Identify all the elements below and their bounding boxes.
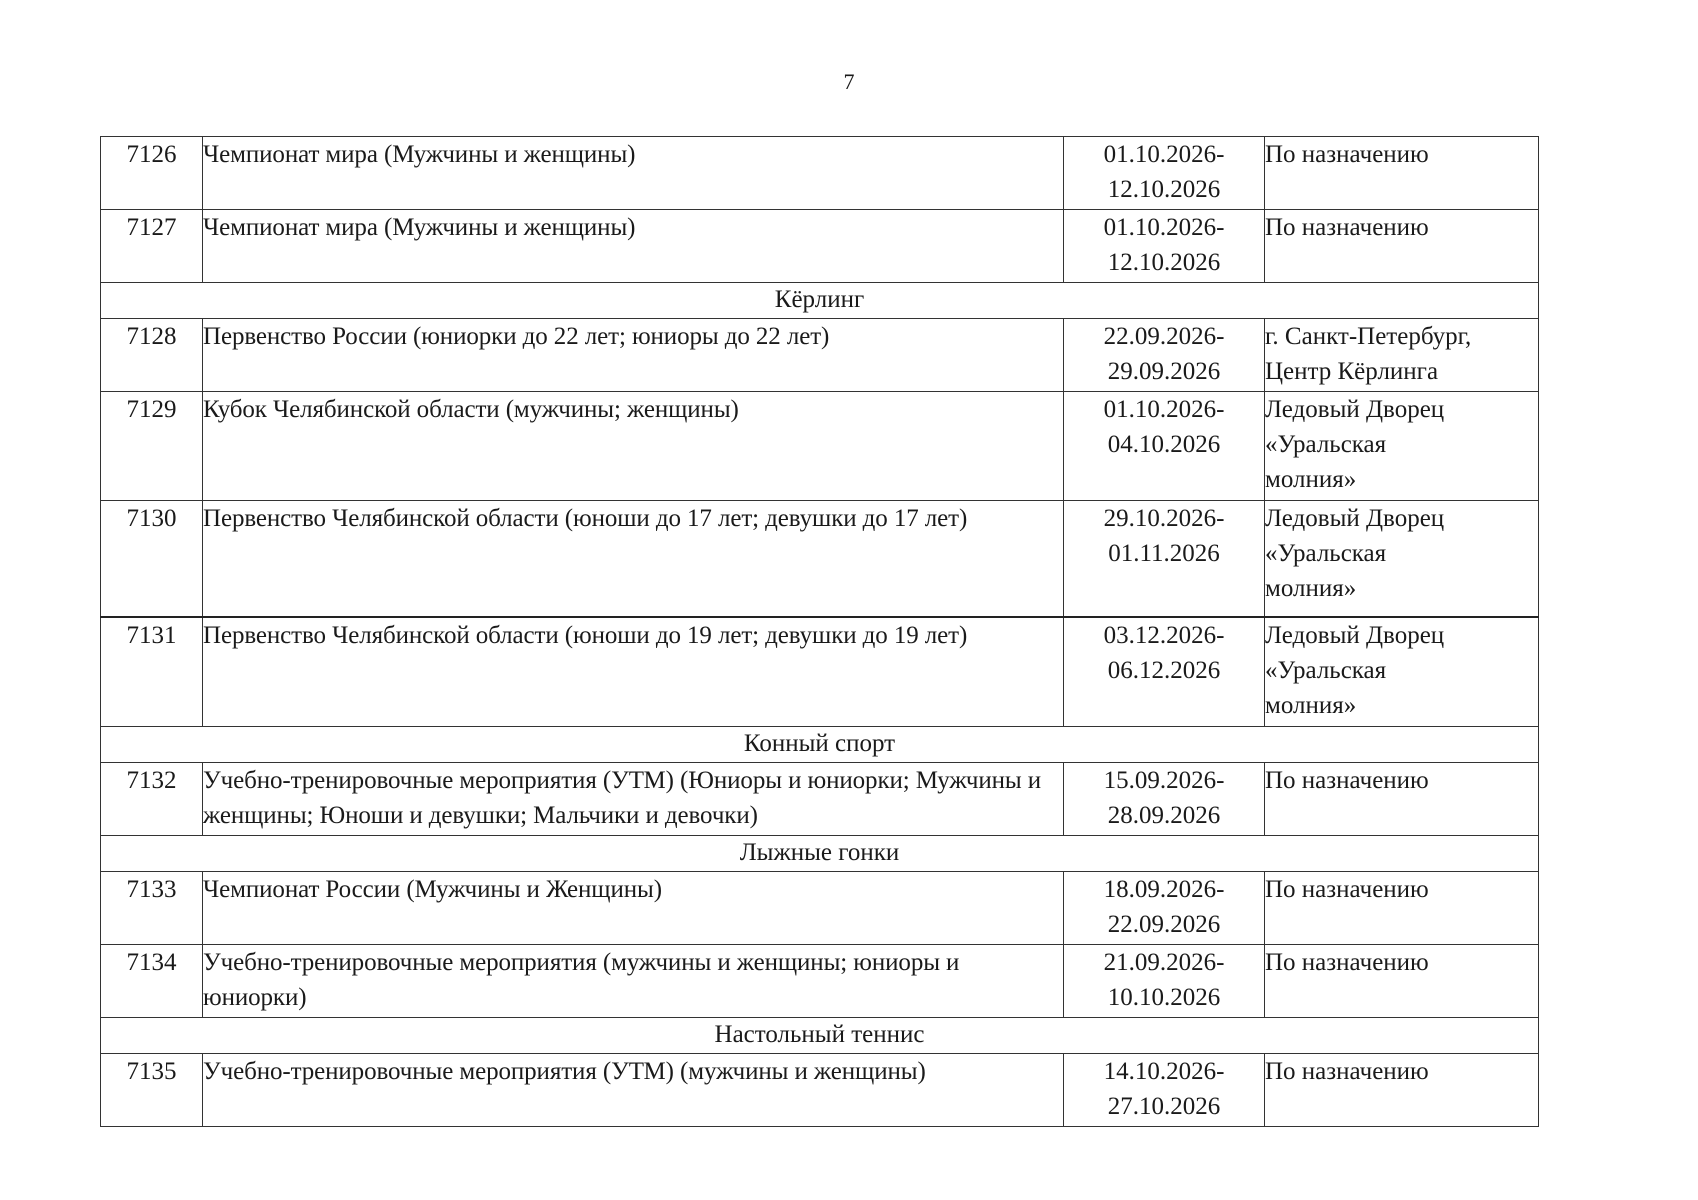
event-venue	[1265, 210, 1539, 283]
event-name: Кубок Челябинской области (мужчины; женщины)	[203, 392, 1064, 501]
date-line: 01.11.2026	[1108, 540, 1220, 567]
venue-line: Ледовый Дворец	[1265, 505, 1445, 532]
date-line: 01.10.2026-	[1103, 396, 1225, 423]
event-venue	[1265, 319, 1539, 392]
date-line: 15.09.2026-	[1103, 767, 1225, 794]
venue-line: По назначению	[1265, 767, 1429, 794]
event-number: 7135	[101, 1054, 203, 1127]
section-row	[101, 1018, 1539, 1054]
date-line: 06.12.2026	[1107, 657, 1221, 684]
event-venue	[1265, 872, 1539, 945]
event-name: Чемпионат мира (Мужчины и женщины)	[203, 137, 1064, 210]
venue-line: По назначению	[1265, 214, 1429, 241]
event-name: Учебно-тренировочные мероприятия (мужчины и женщины; юниоры и юниорки)	[203, 945, 1064, 1018]
event-number: 7126	[101, 137, 203, 210]
table-row	[101, 501, 1539, 618]
section-heading: Лыжные гонки	[101, 836, 1539, 872]
date-line: 27.10.2026	[1107, 1093, 1221, 1120]
date-line: 29.09.2026	[1107, 358, 1221, 385]
event-dates	[1064, 763, 1265, 836]
venue-line: Ледовый Дворец	[1265, 622, 1445, 649]
event-venue	[1265, 501, 1539, 618]
table-row	[101, 210, 1539, 283]
venue-line: «Уральская	[1265, 657, 1387, 684]
section-heading: Настольный теннис	[101, 1018, 1539, 1054]
venue-line: г. Санкт-Петербург,	[1265, 323, 1472, 350]
venue-line: «Уральская	[1265, 540, 1387, 567]
venue-line: Центр Кёрлинга	[1265, 358, 1439, 385]
date-line: 21.09.2026-	[1103, 949, 1225, 976]
section-heading: Кёрлинг	[101, 283, 1539, 319]
event-venue	[1265, 945, 1539, 1018]
section-row	[101, 283, 1539, 319]
venue-line: По назначению	[1265, 141, 1429, 168]
event-dates	[1064, 319, 1265, 392]
date-line: 29.10.2026-	[1103, 505, 1225, 532]
events-table	[100, 136, 1539, 1127]
date-line: 18.09.2026-	[1103, 876, 1225, 903]
event-number: 7127	[101, 210, 203, 283]
table-row	[101, 872, 1539, 945]
venue-line: Ледовый Дворец	[1265, 396, 1445, 423]
event-number: 7131	[101, 617, 203, 727]
event-dates	[1064, 137, 1265, 210]
venue-line: По назначению	[1265, 1058, 1429, 1085]
date-line: 01.10.2026-	[1103, 214, 1225, 241]
event-name: Учебно-тренировочные мероприятия (УТМ) (мужчины и женщины)	[203, 1054, 1064, 1127]
event-number: 7132	[101, 763, 203, 836]
venue-line: По назначению	[1265, 876, 1429, 903]
table-row	[101, 137, 1539, 210]
date-line: 03.12.2026-	[1103, 622, 1225, 649]
event-venue	[1265, 763, 1539, 836]
event-venue	[1265, 1054, 1539, 1127]
event-dates	[1064, 617, 1265, 727]
section-row	[101, 836, 1539, 872]
event-number: 7129	[101, 392, 203, 501]
venue-line: молния»	[1265, 575, 1357, 602]
event-name: Первенство России (юниорки до 22 лет; юниоры до 22 лет)	[203, 319, 1064, 392]
date-line: 10.10.2026	[1107, 984, 1221, 1011]
date-line: 04.10.2026	[1107, 431, 1221, 458]
event-name: Первенство Челябинской области (юноши до 19 лет; девушки до 19 лет)	[203, 617, 1064, 727]
event-dates	[1064, 1054, 1265, 1127]
event-dates	[1064, 872, 1265, 945]
section-row	[101, 727, 1539, 763]
event-dates	[1064, 392, 1265, 501]
event-venue	[1265, 137, 1539, 210]
date-line: 12.10.2026	[1107, 176, 1221, 203]
event-number: 7134	[101, 945, 203, 1018]
date-line: 22.09.2026	[1107, 911, 1221, 938]
date-line: 22.09.2026-	[1103, 323, 1225, 350]
date-line: 28.09.2026	[1107, 802, 1221, 829]
date-line: 01.10.2026-	[1103, 141, 1225, 168]
event-dates	[1064, 501, 1265, 618]
section-heading: Конный спорт	[101, 727, 1539, 763]
event-dates	[1064, 945, 1265, 1018]
event-number: 7128	[101, 319, 203, 392]
event-name: Чемпионат России (Мужчины и Женщины)	[203, 872, 1064, 945]
event-name: Учебно-тренировочные мероприятия (УТМ) (Юниоры и юниорки; Мужчины и женщины; Юноши и девушки; Мальчики и девочки)	[203, 763, 1064, 836]
table-row	[101, 319, 1539, 392]
event-dates	[1064, 210, 1265, 283]
venue-line: молния»	[1265, 466, 1357, 493]
page-number: 7	[843, 69, 855, 94]
event-venue	[1265, 617, 1539, 727]
event-number: 7130	[101, 501, 203, 618]
table-row	[101, 945, 1539, 1018]
venue-line: По назначению	[1265, 949, 1429, 976]
events-table-body	[101, 137, 1539, 1127]
table-row	[101, 392, 1539, 501]
date-line: 14.10.2026-	[1103, 1058, 1225, 1085]
table-row	[101, 1054, 1539, 1127]
event-name: Первенство Челябинской области (юноши до 17 лет; девушки до 17 лет)	[203, 501, 1064, 618]
venue-line: «Уральская	[1265, 431, 1387, 458]
venue-line: молния»	[1265, 692, 1357, 719]
date-line: 12.10.2026	[1107, 249, 1221, 276]
event-number: 7133	[101, 872, 203, 945]
table-row	[101, 617, 1539, 727]
table-row	[101, 763, 1539, 836]
event-venue	[1265, 392, 1539, 501]
event-name: Чемпионат мира (Мужчины и женщины)	[203, 210, 1064, 283]
